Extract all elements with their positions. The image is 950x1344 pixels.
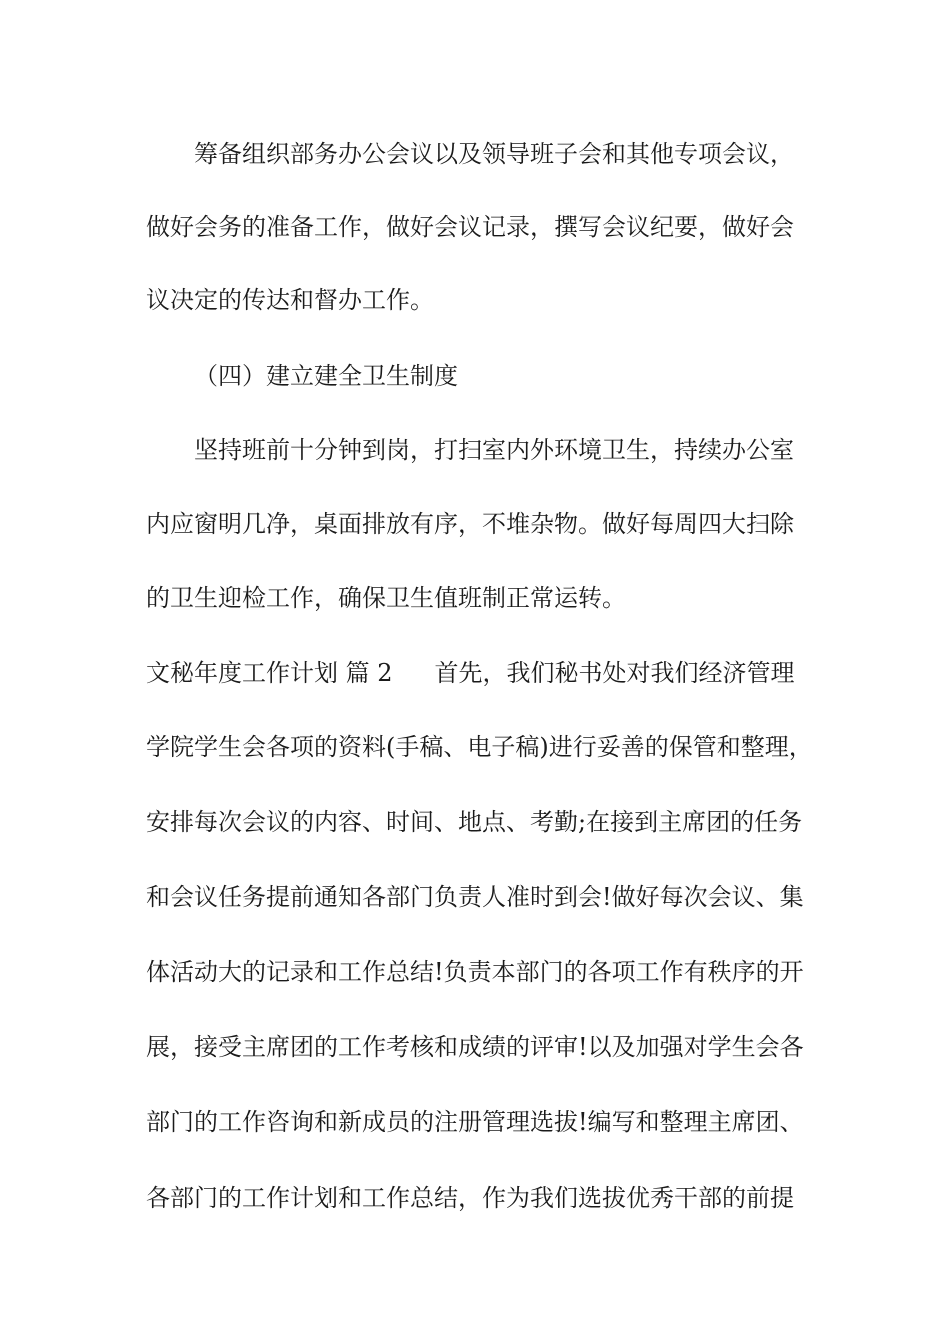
paragraph-line: 坚持班前十分钟到岗，打扫室内外环境卫生，持续办公室 — [194, 436, 794, 464]
paragraph-line: 内应窗明几净，桌面排放有序，不堆杂物。做好每周四大扫除 — [146, 510, 794, 538]
paragraph-line: 筹备组织部务办公会议以及领导班子会和其他专项会议， — [194, 140, 794, 168]
paragraph-text: 首先，我们秘书处对我们经济管理 — [434, 659, 795, 687]
section-heading: （四）建立建全卫生制度 — [194, 362, 458, 390]
paragraph-line: 和会议任务提前通知各部门负责人准时到会!做好每次会议、集 — [146, 883, 804, 911]
paragraph-line: 部门的工作咨询和新成员的注册管理选拔!编写和整理主席团、 — [146, 1108, 804, 1136]
paragraph-line-with-title — [146, 657, 795, 689]
paragraph-line: 议决定的传达和督办工作。 — [146, 286, 434, 314]
paragraph-line: 各部门的工作计划和工作总结，作为我们选拔优秀干部的前提 — [146, 1184, 794, 1212]
paragraph-line: 的卫生迎检工作，确保卫生值班制正常运转。 — [146, 584, 626, 612]
document-section-title: 文秘年度工作计划 篇 2 — [146, 659, 393, 687]
paragraph-line: 学院学生会各项的资料(手稿、电子稿)进行妥善的保管和整理， — [146, 733, 813, 761]
paragraph-line: 体活动大的记录和工作总结!负责本部门的各项工作有秩序的开 — [146, 958, 804, 986]
paragraph-line: 安排每次会议的内容、时间、地点、考勤;在接到主席团的任务 — [146, 808, 803, 836]
paragraph-line: 展，接受主席团的工作考核和成绩的评审!以及加强对学生会各 — [146, 1033, 804, 1061]
paragraph-line: 做好会务的准备工作，做好会议记录，撰写会议纪要，做好会 — [146, 213, 794, 241]
